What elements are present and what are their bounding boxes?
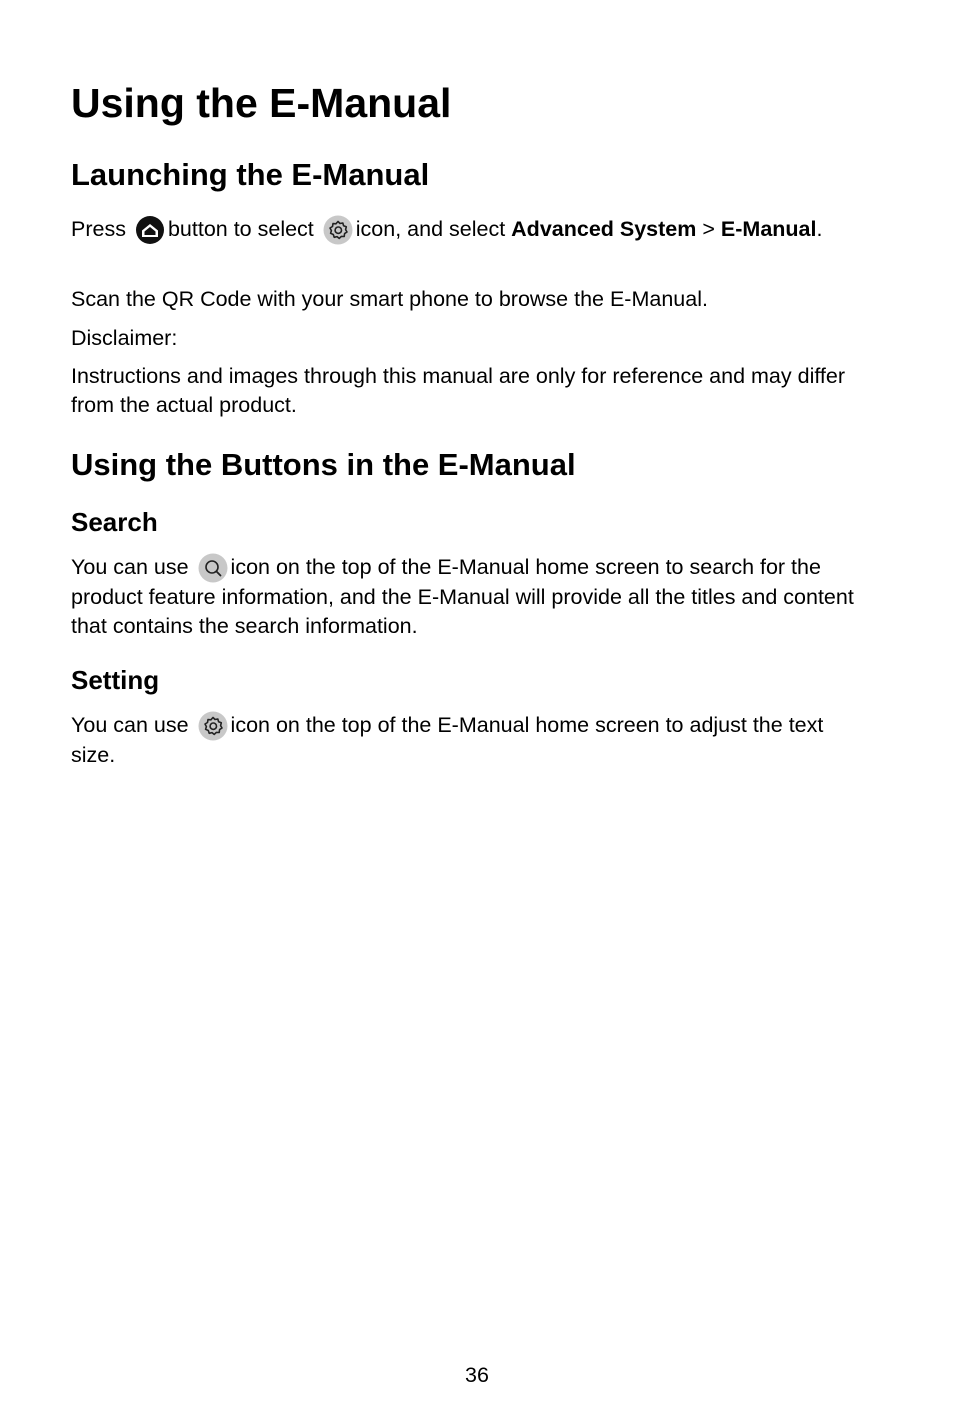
text-you-can-use: You can use [71, 713, 189, 737]
subheading-setting: Setting [71, 665, 160, 695]
text-you-can-use: You can use [71, 555, 189, 579]
search-description: icon on the top of the E-Manual home screen to search for the product feature information, and the E-Manual will provide all the titles and content that contains the search information. [71, 555, 854, 638]
menu-path-separator: > [702, 217, 715, 241]
home-icon [135, 215, 165, 245]
search-paragraph [71, 553, 871, 641]
menu-path-advanced-system: Advanced System [511, 217, 697, 241]
subheading-search: Search [71, 507, 158, 537]
gear-icon [198, 711, 228, 741]
text-period: . [816, 217, 823, 241]
text-icon-and-select: icon, and select [355, 217, 506, 241]
launching-paragraph-1 [71, 213, 871, 245]
setting-paragraph [71, 711, 871, 770]
text-button-to-select: button to select [167, 217, 314, 241]
gear-icon [323, 215, 353, 245]
disclaimer-label: Disclaimer: [71, 326, 178, 350]
search-icon [198, 553, 228, 583]
setting-description: icon on the top of the E-Manual home screen to adjust the text size. [71, 713, 824, 767]
section-heading-buttons: Using the Buttons in the E-Manual [71, 447, 576, 482]
disclaimer-text: Instructions and images through this manual are only for reference and may differ from the actual product. [71, 364, 846, 417]
launching-paragraph-2: Scan the QR Code with your smart phone to browse the E-Manual. [71, 287, 708, 311]
menu-path-e-manual: E-Manual [720, 217, 817, 241]
page-number: 36 [465, 1363, 489, 1387]
text-press: Press [71, 217, 126, 241]
section-heading-launching: Launching the E-Manual [71, 157, 430, 192]
page-title: Using the E-Manual [71, 80, 452, 126]
